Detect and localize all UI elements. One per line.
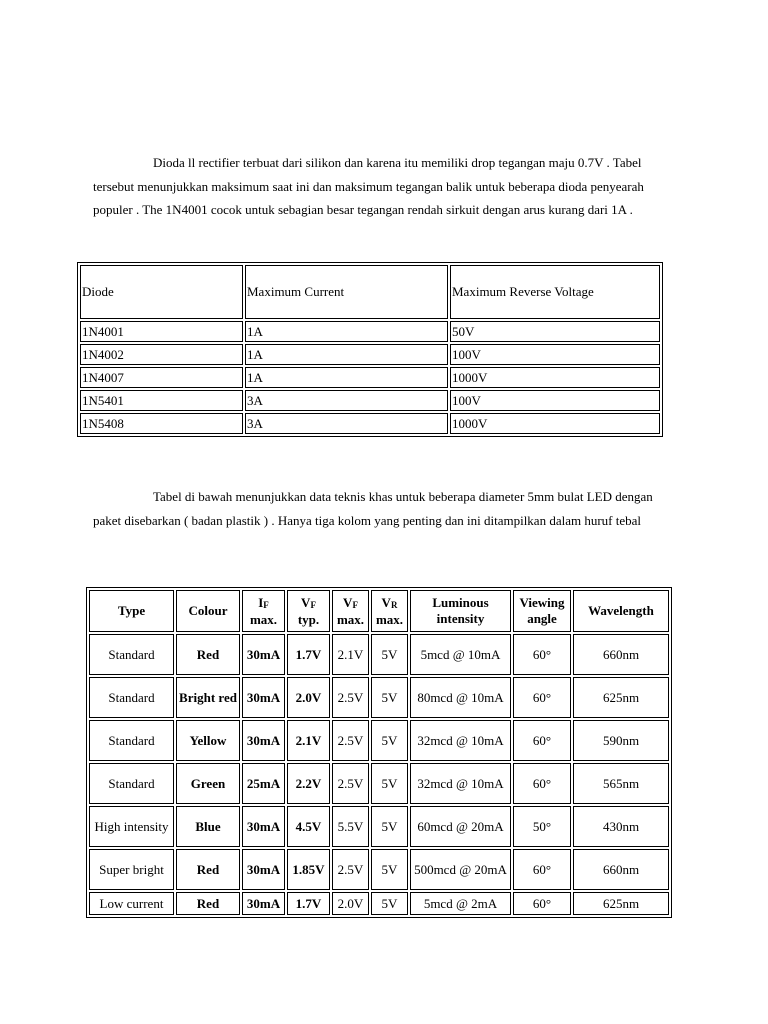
type-cell: Standard [89, 634, 174, 675]
table-row [89, 634, 669, 675]
vf-max-cell: 5.5V [332, 806, 369, 847]
header-max-current: Maximum Current [245, 265, 448, 319]
table-row [80, 390, 660, 411]
luminous-cell: 80mcd @ 10mA [410, 677, 511, 718]
header-vf-typ: $V_F$ typ. [287, 590, 330, 632]
vf-max-cell: 2.5V [332, 720, 369, 761]
table-row [80, 321, 660, 342]
table-row [89, 763, 669, 804]
vr-max-cell: 5V [371, 806, 408, 847]
current-cell: 1A [245, 321, 448, 342]
table-header-row [89, 590, 669, 632]
diode-cell: 1N4002 [80, 344, 243, 365]
diode-cell: 1N4007 [80, 367, 243, 388]
vf-typ-cell: 2.2V [287, 763, 330, 804]
colour-cell: Green [176, 763, 240, 804]
colour-cell: Bright red [176, 677, 240, 718]
table-row [89, 720, 669, 761]
led-paragraph [93, 485, 683, 532]
table-row [89, 892, 669, 915]
led-paragraph-text: Tabel di bawah menunjukkan data teknis khas untuk beberapa diameter 5mm bulat LED dengan paket disebarkan ( badan plastik ) . Hanya tiga kolom yang penting dan ini ditampilkan dalam huruf tebal [93, 489, 653, 528]
luminous-cell: 500mcd @ 20mA [410, 849, 511, 890]
vf-typ-cell: 1.7V [287, 634, 330, 675]
voltage-cell: 100V [450, 390, 660, 411]
wavelength-cell: 660nm [573, 849, 669, 890]
header-viewing-angle: Viewing angle [513, 590, 571, 632]
vf-typ-cell: 1.7V [287, 892, 330, 915]
vr-max-cell: 5V [371, 849, 408, 890]
current-cell: 3A [245, 413, 448, 434]
colour-cell: Blue [176, 806, 240, 847]
intro-paragraph [93, 151, 683, 222]
voltage-cell: 1000V [450, 413, 660, 434]
voltage-cell: 50V [450, 321, 660, 342]
intro-paragraph-text: Dioda ll rectifier terbuat dari silikon dan karena itu memiliki drop tegangan maju 0.7V . Tabel tersebut menunjukkan maksimum saat ini dan maksimum tegangan balik untuk beberapa dioda penyearah populer . The 1N4001 cocok untuk sebagian besar tegangan rendah sirkuit dengan arus kurang dari 1A . [93, 155, 644, 217]
wavelength-cell: 565nm [573, 763, 669, 804]
type-cell: Standard [89, 720, 174, 761]
type-cell: Super bright [89, 849, 174, 890]
vf-typ-cell: 1.85V [287, 849, 330, 890]
type-cell: Low current [89, 892, 174, 915]
table-row [89, 806, 669, 847]
voltage-cell: 100V [450, 344, 660, 365]
current-cell: 1A [245, 344, 448, 365]
type-cell: Standard [89, 763, 174, 804]
wavelength-cell: 625nm [573, 677, 669, 718]
wavelength-cell: 625nm [573, 892, 669, 915]
voltage-cell: 1000V [450, 367, 660, 388]
vf-max-cell: 2.5V [332, 763, 369, 804]
type-cell: High intensity [89, 806, 174, 847]
header-diode: Diode [80, 265, 243, 319]
vf-max-cell: 2.5V [332, 849, 369, 890]
header-vf-max: $V_F$ max. [332, 590, 369, 632]
vr-max-cell: 5V [371, 763, 408, 804]
angle-cell: 60° [513, 892, 571, 915]
wavelength-cell: 590nm [573, 720, 669, 761]
vr-max-cell: 5V [371, 677, 408, 718]
luminous-cell: 60mcd @ 20mA [410, 806, 511, 847]
luminous-cell: 5mcd @ 2mA [410, 892, 511, 915]
angle-cell: 50° [513, 806, 571, 847]
vf-max-cell: 2.0V [332, 892, 369, 915]
angle-cell: 60° [513, 720, 571, 761]
led-table [86, 587, 672, 918]
luminous-cell: 32mcd @ 10mA [410, 720, 511, 761]
vr-max-cell: 5V [371, 892, 408, 915]
angle-cell: 60° [513, 677, 571, 718]
angle-cell: 60° [513, 849, 571, 890]
header-max-reverse-voltage: Maximum Reverse Voltage [450, 265, 660, 319]
vf-typ-cell: 2.0V [287, 677, 330, 718]
vf-max-cell: 2.1V [332, 634, 369, 675]
current-cell: 1A [245, 367, 448, 388]
if-max-cell: 30mA [242, 634, 285, 675]
if-max-cell: 30mA [242, 892, 285, 915]
colour-cell: Red [176, 849, 240, 890]
header-if-max: $I_F$ max. [242, 590, 285, 632]
vr-max-cell: 5V [371, 720, 408, 761]
colour-cell: Yellow [176, 720, 240, 761]
header-colour: Colour [176, 590, 240, 632]
header-luminous-intensity: Luminous intensity [410, 590, 511, 632]
vf-typ-cell: 4.5V [287, 806, 330, 847]
if-max-cell: 25mA [242, 763, 285, 804]
vf-max-cell: 2.5V [332, 677, 369, 718]
table-row [80, 413, 660, 434]
table-row [89, 677, 669, 718]
diode-table [77, 262, 663, 437]
table-row [80, 367, 660, 388]
table-row [80, 344, 660, 365]
type-cell: Standard [89, 677, 174, 718]
wavelength-cell: 660nm [573, 634, 669, 675]
header-vr-max: $V_R$ max. [371, 590, 408, 632]
angle-cell: 60° [513, 763, 571, 804]
diode-cell: 1N4001 [80, 321, 243, 342]
if-max-cell: 30mA [242, 720, 285, 761]
vf-typ-cell: 2.1V [287, 720, 330, 761]
if-max-cell: 30mA [242, 849, 285, 890]
diode-cell: 1N5401 [80, 390, 243, 411]
if-max-cell: 30mA [242, 806, 285, 847]
if-max-cell: 30mA [242, 677, 285, 718]
colour-cell: Red [176, 892, 240, 915]
table-header-row [80, 265, 660, 319]
angle-cell: 60° [513, 634, 571, 675]
luminous-cell: 5mcd @ 10mA [410, 634, 511, 675]
header-wavelength: Wavelength [573, 590, 669, 632]
vr-max-cell: 5V [371, 634, 408, 675]
colour-cell: Red [176, 634, 240, 675]
header-type: Type [89, 590, 174, 632]
wavelength-cell: 430nm [573, 806, 669, 847]
current-cell: 3A [245, 390, 448, 411]
table-row [89, 849, 669, 890]
luminous-cell: 32mcd @ 10mA [410, 763, 511, 804]
diode-cell: 1N5408 [80, 413, 243, 434]
